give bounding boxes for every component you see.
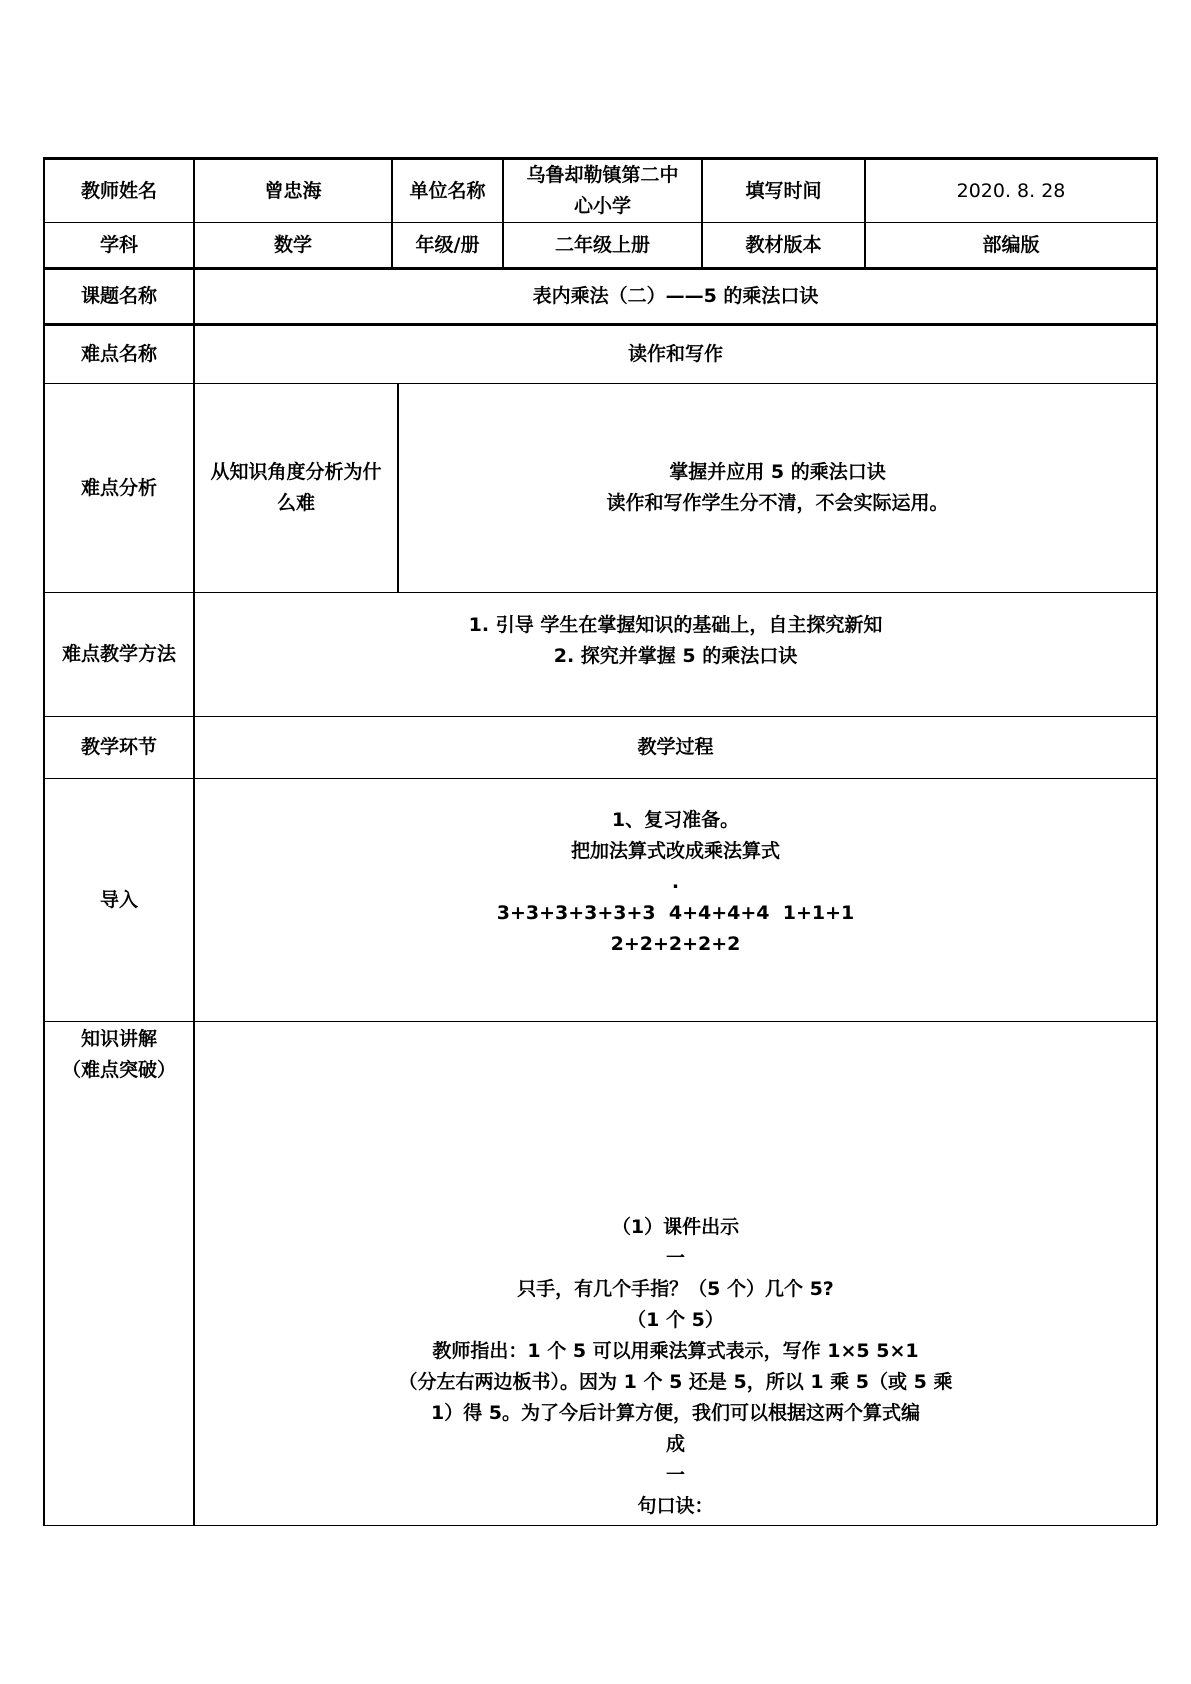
knowledge-line: （1 个 5）	[627, 1309, 724, 1331]
knowledge-line: 一	[665, 1247, 685, 1269]
knowledge-label-line: （难点突破）	[61, 1059, 176, 1081]
knowledge-line: 成	[665, 1433, 685, 1455]
knowledge-content	[195, 1022, 1156, 1525]
date-label: 填写时间	[745, 179, 822, 202]
knowledge-line: 1）得 5。为了今后计算方便，我们可以根据这两个算式编	[430, 1402, 921, 1424]
process-header: 教学过程	[637, 736, 714, 758]
difficulty-name-value: 读作和写作	[627, 343, 723, 365]
knowledge-line: 句口诀：	[637, 1495, 714, 1517]
intro-line: 把加法算式改成乘法算式	[570, 840, 780, 862]
teacher-label: 教师姓名	[80, 179, 157, 202]
intro-line: 2+2+2+2+2	[610, 933, 741, 955]
knowledge-line: 教师指出：1 个 5 可以用乘法算式表示，写作 1×5 5×1	[432, 1340, 919, 1362]
method-line: 2. 探究并掌握 5 的乘法口诀	[553, 645, 798, 667]
grade-value: 二年级上册	[554, 233, 650, 256]
intro-line: 1、复习准备。	[611, 809, 740, 831]
knowledge-line: （1）课件出示	[611, 1216, 740, 1238]
teacher-name: 曾忠海	[264, 179, 322, 202]
unit-label: 单位名称	[409, 179, 486, 202]
date-value: 2020. 8. 28	[956, 179, 1066, 202]
method-line: 1. 引导 学生在掌握知识的基础上，自主探究新知	[468, 614, 883, 636]
knowledge-line: （分左右两边板书）。因为 1 个 5 还是 5，所以 1 乘 5（或 5 乘	[398, 1371, 953, 1393]
analysis-line: 掌握并应用 5 的乘法口诀	[669, 461, 886, 483]
edition-label: 教材版本	[745, 233, 822, 256]
topic-value: 表内乘法（二）——5 的乘法口诀	[532, 285, 819, 307]
border	[1156, 157, 1158, 1525]
intro-content	[195, 779, 1156, 1021]
border	[43, 1525, 1157, 1526]
analysis-sub-label: 从知识角度分析为什么难	[210, 461, 382, 514]
topic-label: 课题名称	[80, 285, 157, 307]
knowledge-line: 一	[665, 1464, 685, 1486]
knowledge-label-line: 知识讲解	[80, 1028, 157, 1050]
teaching-method-label: 难点教学方法	[61, 643, 176, 665]
teaching-method-content	[195, 593, 1156, 716]
difficulty-name-label: 难点名称	[80, 343, 157, 365]
grade-label: 年级/册	[415, 233, 480, 256]
knowledge-line: 只手，有几个手指？（5 个）几个 5?	[517, 1278, 834, 1300]
intro-label: 导入	[99, 888, 138, 911]
analysis-content	[399, 384, 1156, 592]
difficulty-analysis-label: 难点分析	[80, 476, 157, 499]
knowledge-label	[45, 1022, 193, 1525]
analysis-line: 读作和写作学生分不清，不会实际运用。	[606, 492, 949, 514]
edition-value: 部编版	[982, 233, 1040, 256]
subject-label: 学科	[99, 233, 138, 256]
intro-line: .	[671, 871, 680, 893]
process-stage-label: 教学环节	[80, 736, 157, 758]
intro-line: 3+3+3+3+3+3 4+4+4+4 1+1+1	[496, 902, 855, 924]
unit-name: 乌鲁却勒镇第二中心小学	[526, 164, 679, 217]
subject-value: 数学	[273, 233, 312, 256]
